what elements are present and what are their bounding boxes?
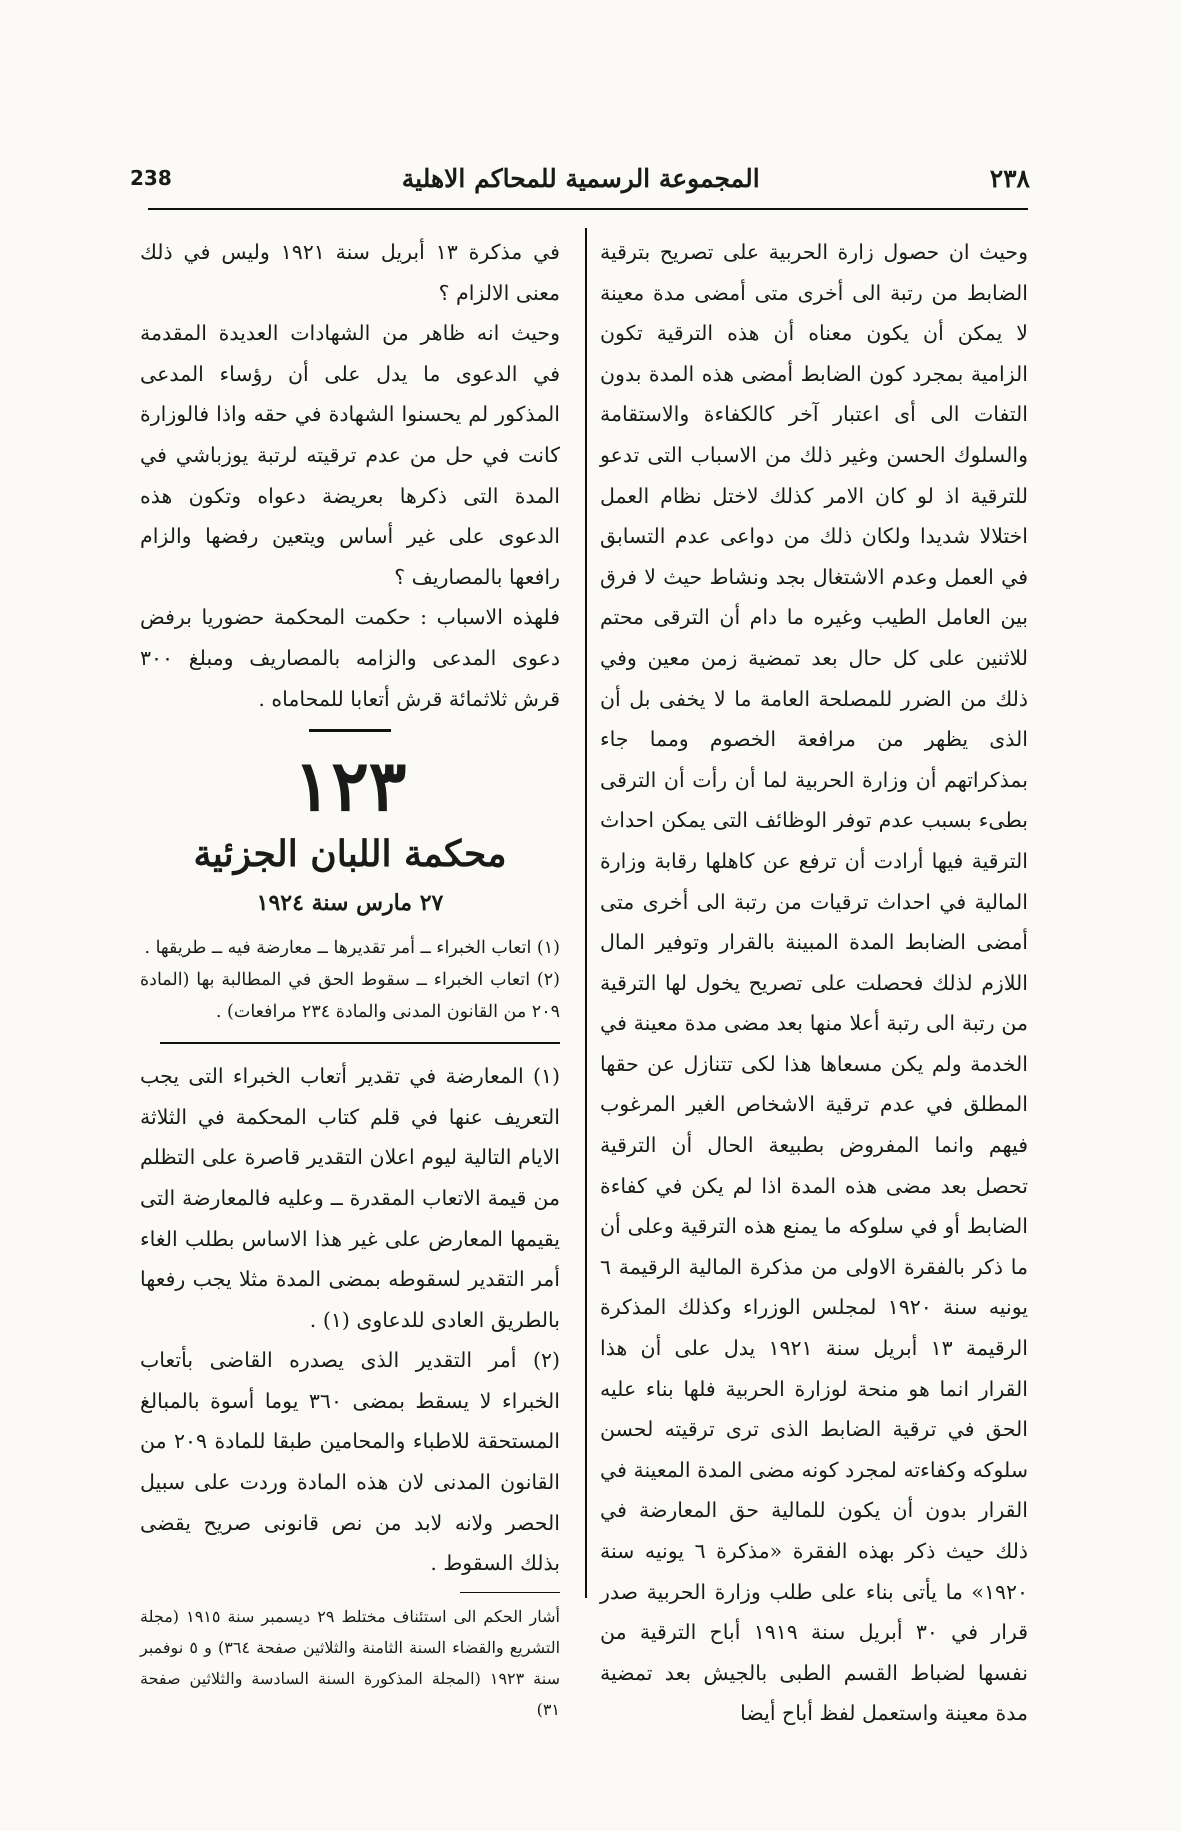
column-divider bbox=[585, 228, 587, 1598]
left-column bbox=[140, 232, 560, 1725]
footnote-text: أشار الحكم الى استئناف مختلط ٢٩ ديسمبر سنة ١٩١٥ (مجلة التشريع والقضاء السنة الثامنة والثلاثين صفحة ٣٦٤) و ٥ نوفمبر سنة ١٩٢٣ (المجلة المذكورة السنة السادسة والثلاثين صفحة ٣١) bbox=[140, 1606, 561, 1719]
case-summary bbox=[140, 932, 560, 1028]
body-paragraph: وحيث ان حصول زارة الحربية على تصريح بترقية الضابط من رتبة الى أخرى متى أمضى مدة معينة لا يمكن أن يكون معناه أن هذه الترقية تكون الزامية بمجرد كون الضابط أمضى هذه المدة بدون التفات الى أى اعتبار آخر كالكفاءة والاستقامة والسلوك الحسن وغير ذلك من الاسباب التى تدعو للترقية اذ لو كان الامر كذلك لاختل نظام العمل اختلالا شديدا ولكان ذلك من دواعى عدم التسابق في العمل وعدم الاشتغال بجد ونشاط حيث لا فرق بين العامل الطيب وغيره ما دام أن الترقى محتم للاثنين على كل حال بعد تمضية زمن معين وفي ذلك من الضرر للمصلحة العامة ما لا يخفى بل أن الذى يظهر من مرافعة الخصوم ومما جاء بمذكراتهم أن وزارة الحربية لما أن رأت أن الترقى بطىء بسبب عدم توفر الوظائف التى يمكن احداث الترقية فيها أرادت أن ترفع عن كاهلها رقابة وزارة المالية في احداث ترقيات من رتبة الى أخرى متى أمضى الضابط المدة المبينة بالقرار وتوفير المال اللازم لذلك فحصلت على تصريح يخول لها الترقية من رتبة الى رتبة أعلا منها بعد مضى مدة معينة في الخدمة ولم يكن مسعاها هذا لكى تتنازل عن حقها المطلق في عدم ترقية الاشخاص الغير المرغوب فيهم وانما المفروض بطبيعة الحال أن الترقية تحصل بعد مضى هذه المدة اذا لم يكن في كفاءة الضابط أو في سلوكه ما يمنع هذه الترقية وعلى أن ما ذكر بالفقرة الاولى من مذكرة المالية الرقيمة ٦ يونيه سنة ١٩٢٠ لمجلس الوزراء وكذلك المذكرة الرقيمة ١٣ أبريل سنة ١٩٢١ يدل على أن هذا القرار انما هو منحة لوزارة الحربية فلها بناء عليه الحق في ترقية الضابط الذى ترى ترقيته لحسن سلوكه وكفاءته لمجرد كونه مضى المدة المعينة في القرار بدون أن يكون للمالية حق المعارضة في ذلك حيث ذكر بهذه الفقرة «مذكرة ٦ يونيه سنة ١٩٢٠» ما يأتى بناء على طلب وزارة الحربية صدر قرار في ٣٠ أبريل سنة ١٩١٩ أباح الترقية من نفسها لضباط القسم الطبى بالجيش بعد تمضية مدة معينة واستعمل لفظ أباح أيضا bbox=[600, 240, 1028, 1726]
journal-title: المجموعة الرسمية للمحاكم الاهلية bbox=[401, 163, 760, 193]
page-number-arabic: ٢٣٨ bbox=[989, 163, 1030, 193]
footnote-divider bbox=[460, 1592, 560, 1593]
summary-item: (٢) اتعاب الخبراء ــ سقوط الحق في المطالبة بها (المادة ٢٠٩ من القانون المدنى والمادة ٢٣٤ مرافعات) . bbox=[140, 970, 560, 1023]
body-paragraph: في مذكرة ١٣ أبريل سنة ١٩٢١ وليس في ذلك معنى الالزام ؟ bbox=[140, 240, 560, 305]
page-header bbox=[130, 158, 1030, 198]
court-name: محكمة اللبان الجزئية bbox=[193, 833, 507, 876]
holding-paragraph: (٢) أمر التقدير الذى يصدره القاضى بأتعاب الخبراء لا يسقط بمضى ٣٦٠ يوما أسوة بالمبالغ المستحقة للاطباء والمحامين طبقا للمادة ٢٠٩ من القانون المدنى لان هذه المادة وردت على سبيل الحصر ولانه لابد من نص قانونى صريح يقضى بذلك السقوط . bbox=[140, 1348, 560, 1576]
page-number-latin: 238 bbox=[130, 166, 172, 190]
summary-item: (١) اتعاب الخبراء ــ أمر تقديرها ــ معارضة فيه ــ طريقها . bbox=[144, 938, 560, 959]
holding-paragraph: (١) المعارضة في تقدير أتعاب الخبراء التى يجب التعريف عنها في قلم كتاب المحكمة في الثلاثة الايام التالية ليوم اعلان التقدير قاصرة على التظلم من قيمة الاتعاب المقدرة ــ وعليه فالمعارضة التى يقيمها المعارض على غير هذا الاساس بطلب الغاء أمر التقدير لسقوطه بمضى المدة مثلا يجب رفعها بالطريق العادى للدعاوى (١) . bbox=[140, 1064, 560, 1332]
summary-divider bbox=[160, 1042, 560, 1044]
judgment-paragraph: فلهذه الاسباب : حكمت المحكمة حضوريا برفض دعوى المدعى والزامه بالمصاريف ومبلغ ٣٠٠ قرش ثلاثمائة قرش أتعابا للمحاماه . bbox=[140, 605, 560, 711]
case-number: ١٢٣ bbox=[293, 744, 407, 828]
right-column bbox=[600, 232, 1028, 1734]
header-rule bbox=[148, 208, 1028, 210]
section-divider bbox=[309, 729, 391, 732]
case-date: ٢٧ مارس سنة ١٩٢٤ bbox=[256, 890, 444, 917]
footnote bbox=[140, 1601, 560, 1725]
body-paragraph: وحيث انه ظاهر من الشهادات العديدة المقدمة في الدعوى ما يدل على أن رؤساء المدعى المذكور لم يحسنوا الشهادة في حقه واذا فالوزارة كانت في حل من عدم ترقيته لرتبة يوزباشي في المدة التى ذكرها بعريضة دعواه وتكون هذه الدعوى على غير أساس ويتعين رفضها والزام رافعها بالمصاريف ؟ bbox=[140, 321, 560, 589]
